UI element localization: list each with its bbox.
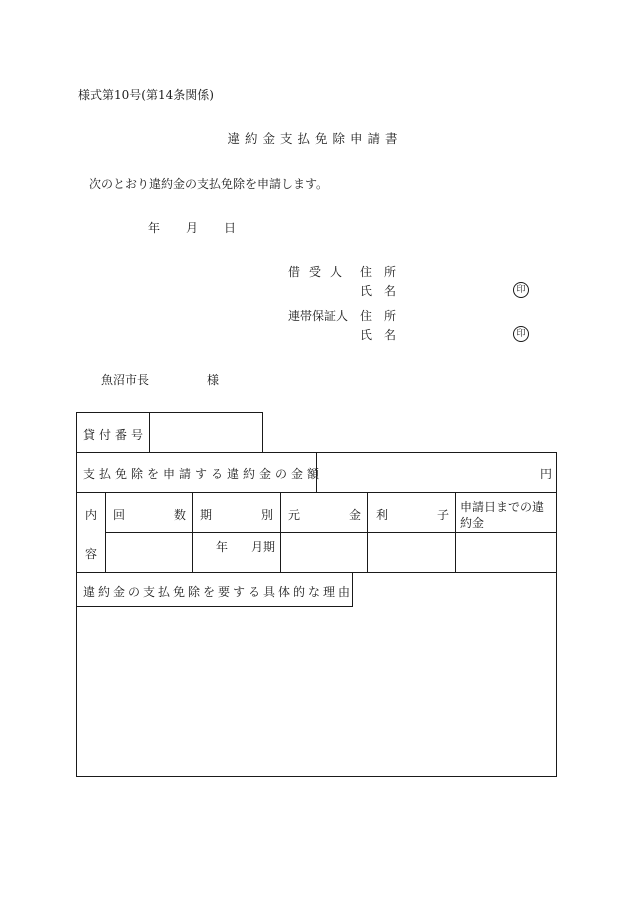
reason-label-divider <box>352 572 353 606</box>
addressee-honorific: 様 <box>207 373 220 387</box>
col-principal-1: 元 <box>288 508 301 522</box>
form-number: 様式第10号(第14条関係) <box>78 88 214 102</box>
col-penalty-line1: 申請日までの違 <box>460 500 545 514</box>
interest-field[interactable] <box>368 533 455 572</box>
date-year: 年 <box>148 221 161 235</box>
date-line <box>148 219 236 236</box>
period-value-term: 月期 <box>251 540 276 554</box>
amount-label: 支払免除を申請する違約金の金額 <box>83 467 324 481</box>
loan-number-label: 貸付番号 <box>83 428 148 442</box>
guarantor-address-label: 住 所 <box>360 309 397 323</box>
borrower-seal-icon: 印 <box>513 282 529 298</box>
col-period-1: 期 <box>200 508 213 522</box>
details-label-top: 内 <box>85 508 98 522</box>
amount-unit: 円 <box>540 467 553 481</box>
col-interest-1: 利 <box>376 508 389 522</box>
guarantor-role: 連帯保証人 <box>288 309 349 323</box>
count-field[interactable] <box>106 533 192 572</box>
addressee-name: 魚沼市長 <box>101 373 150 387</box>
col-count-2: 数 <box>174 508 187 522</box>
addressee <box>101 371 219 388</box>
period-value-year: 年 <box>216 540 229 554</box>
row-divider-1 <box>76 492 557 493</box>
borrower-name-label: 氏 名 <box>360 284 397 298</box>
details-label-bottom: 容 <box>85 547 98 561</box>
col-count-1: 回 <box>113 508 126 522</box>
row-divider-3 <box>76 572 557 573</box>
intro-text: 次のとおり違約金の支払免除を申請します。 <box>89 177 329 191</box>
principal-field[interactable] <box>281 533 367 572</box>
col-period-2: 別 <box>261 508 274 522</box>
page-title: 違約金支払免除申請書 <box>227 131 403 146</box>
loan-number-field[interactable] <box>150 413 262 452</box>
reason-label: 違約金の支払免除を要する具体的な理由 <box>83 585 354 599</box>
date-day: 日 <box>224 221 237 235</box>
reason-field[interactable] <box>77 607 556 776</box>
amount-field[interactable] <box>317 453 556 491</box>
col-interest-2: 子 <box>437 508 450 522</box>
guarantor-seal-icon: 印 <box>513 326 529 342</box>
borrower-address-label: 住 所 <box>360 265 397 279</box>
date-month: 月 <box>186 221 199 235</box>
col-principal-2: 金 <box>349 508 362 522</box>
borrower-role: 借受人 <box>288 265 352 279</box>
penalty-field[interactable] <box>456 533 556 572</box>
guarantor-name-label: 氏 名 <box>360 328 397 342</box>
col-penalty-line2: 約金 <box>460 516 485 530</box>
